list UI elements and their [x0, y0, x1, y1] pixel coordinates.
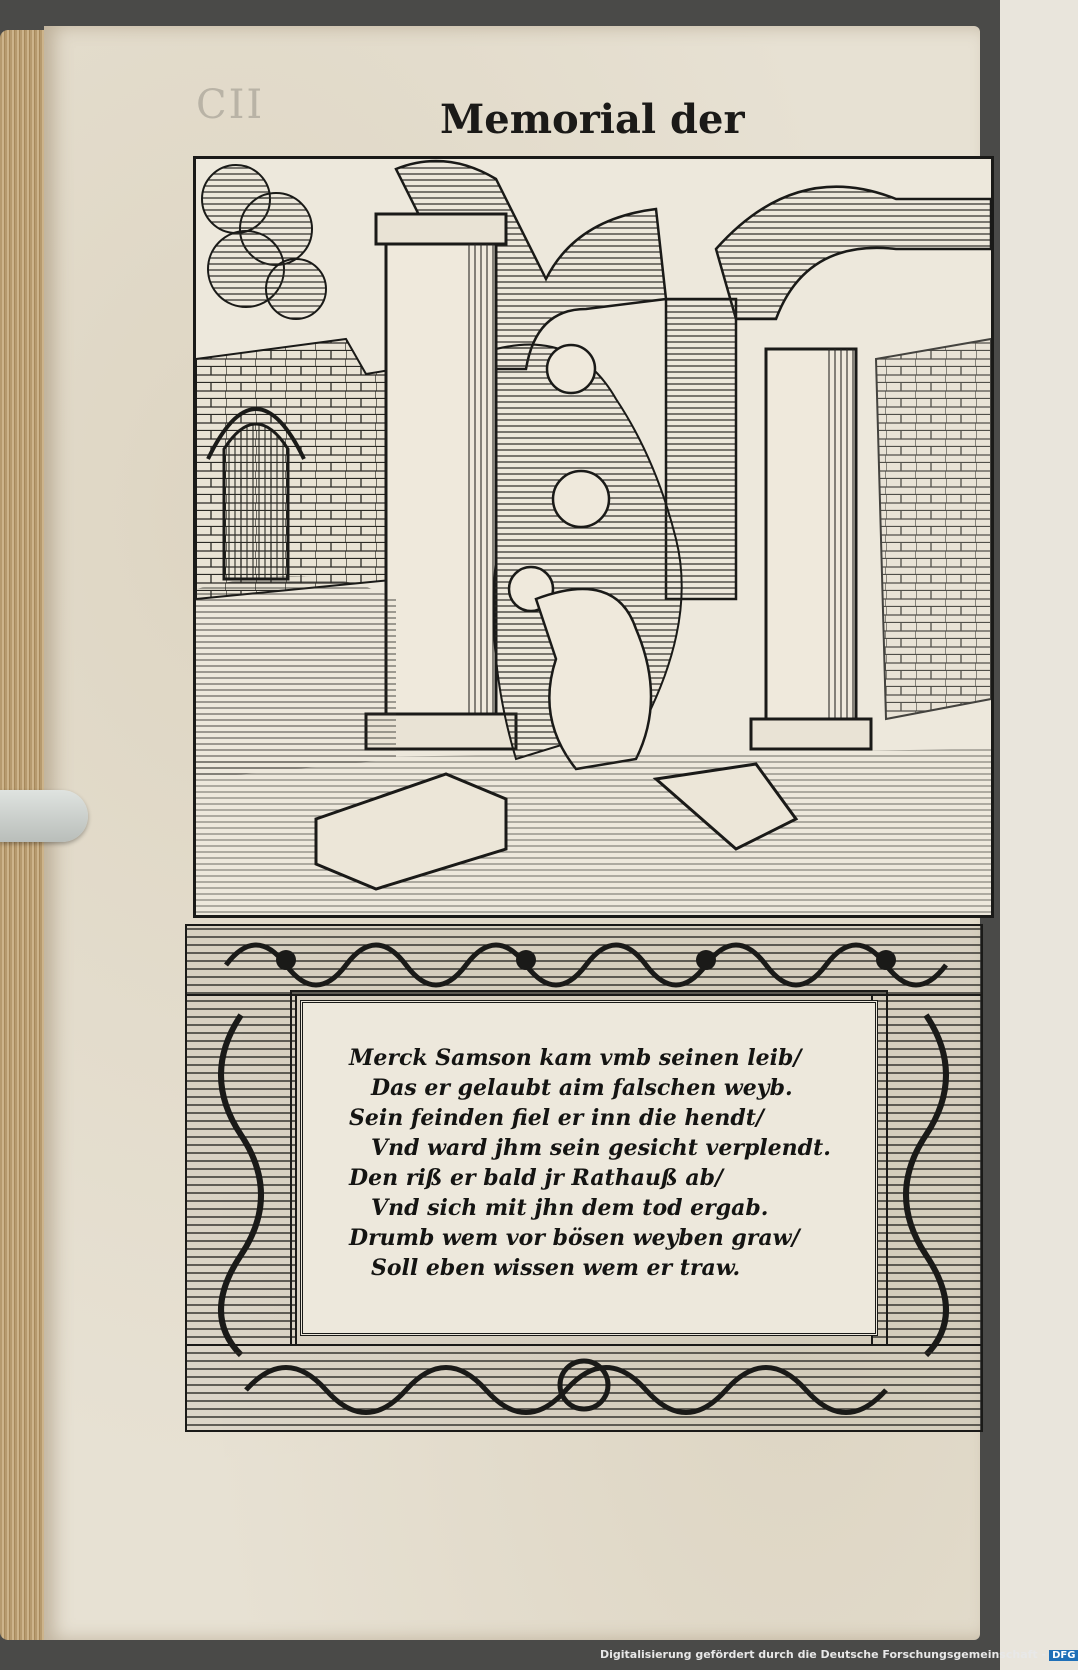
verse-text	[349, 1043, 869, 1283]
verse-line: Merck Samson kam vmb seinen leib/	[349, 1045, 802, 1071]
woodcut-illustration	[193, 156, 994, 918]
footer-text: Digitalisierung gefördert durch die Deutsche Forschungsgemeinschaft -	[600, 1648, 1047, 1661]
bookmark-tab	[0, 790, 88, 842]
verse-line: Sein feinden fiel er inn die hendt/	[349, 1105, 764, 1131]
verse-line: Vnd ward jhm sein gesicht verplendt.	[371, 1135, 831, 1161]
folio-number: CII	[196, 82, 265, 128]
verse-line: Drumb wem vor bösen weyben graw/	[349, 1225, 800, 1251]
verse-line: Das er gelaubt aim falschen weyb.	[371, 1075, 793, 1101]
digitization-footer	[600, 1648, 1076, 1668]
running-title: Memorial der	[440, 96, 745, 143]
dfg-logo-icon[interactable]: DFG	[1049, 1650, 1078, 1661]
verse-line: Soll eben wissen wem er traw.	[371, 1255, 741, 1281]
woodcut-samson-icon	[196, 159, 991, 915]
verse-panel	[300, 1000, 878, 1336]
verse-line: Den riß er bald jr Rathauß ab/	[349, 1165, 724, 1191]
verse-line: Vnd sich mit jhn dem tod ergab.	[371, 1195, 769, 1221]
